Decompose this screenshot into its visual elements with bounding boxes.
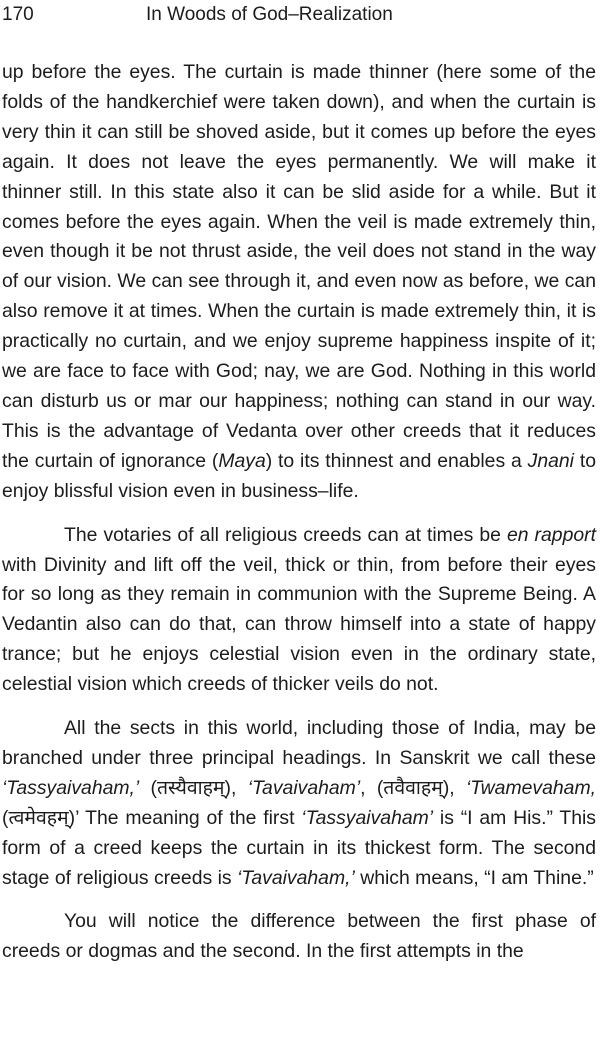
text-run: up before the eyes. The curtain is made thinner (here some of the folds of the handkerchief were taken down), and when the curtain is very thin it can still be shoved aside, but it comes up before the eyes again. It does not leave the eyes permanently. We will make it thinner still. In this state also it can be slid aside for a while. But it comes before the eyes again. When the veil is made extremely thin, even though it be not thrust aside, the veil does not stand in the way of our vision. We can see through it, and even now as before, we can also remove it at times. When the curtain is made extremely thin, it is practically no curtain, and we enjoy supreme happiness inspite of it; we are face to face with God; nay, we are God. Nothing in this world can disturb us or mar our happiness; nothing can stand in our way. This is the advantage of Vedanta over other creeds that it reduces the curtain of ignorance (	[2, 61, 596, 472]
italic-term: ‘Tassyaivaham,’	[2, 776, 140, 799]
page-number: 170	[2, 4, 34, 25]
text-run: , (तवैवाहम्),	[360, 776, 466, 799]
text-run: which means, “I am Thine.”	[354, 866, 594, 889]
text-run: (त्वमेवहम्)’ The meaning of the first	[2, 806, 302, 829]
text-run: is “I am His.” This form of a creed keeps the curtain in its thickest form. The second stage of religious creeds is	[2, 806, 596, 889]
italic-term: Jnani	[527, 449, 574, 472]
text-run: You will notice the difference between the first phase of creeds or dogmas and the second. In the first attempts in the	[2, 910, 596, 963]
paragraph-3	[2, 714, 596, 893]
italic-term: ‘Tavaivaham,’	[236, 866, 355, 889]
italic-term: Maya	[218, 449, 266, 472]
paragraph-4	[2, 907, 596, 967]
text-run: to enjoy blissful vision even in business–life.	[2, 449, 596, 502]
text-run: All the sects in this world, including those of India, may be branched under three principal headings. In Sanskrit we call these	[2, 717, 596, 769]
text-run: The votaries of all religious creeds can at times be	[64, 523, 507, 546]
body-text	[2, 58, 596, 967]
page-header	[0, 4, 600, 28]
italic-term: en rapport	[506, 523, 596, 546]
text-run: (तस्यैवाहम्),	[139, 776, 248, 799]
text-run: ) to its thinnest and enables a	[265, 449, 528, 472]
text-run: with Divinity and lift off the veil, thick or thin, from before their eyes for so long as they remain in communion with the Supreme Being. A Vedantin also can do that, can throw himself into a state of happy trance; but he enjoys celestial vision even in the ordinary state, celestial vision which creeds of thicker veils do not.	[2, 553, 596, 696]
paragraph-2	[2, 521, 596, 700]
running-title: In Woods of God–Realization	[146, 4, 393, 25]
italic-term: ‘Tassyaivaham’	[301, 806, 434, 829]
italic-term: ‘Tavaivaham’	[247, 776, 361, 799]
italic-term: ‘Twamevaham,	[465, 776, 596, 799]
paragraph-1	[2, 58, 596, 507]
